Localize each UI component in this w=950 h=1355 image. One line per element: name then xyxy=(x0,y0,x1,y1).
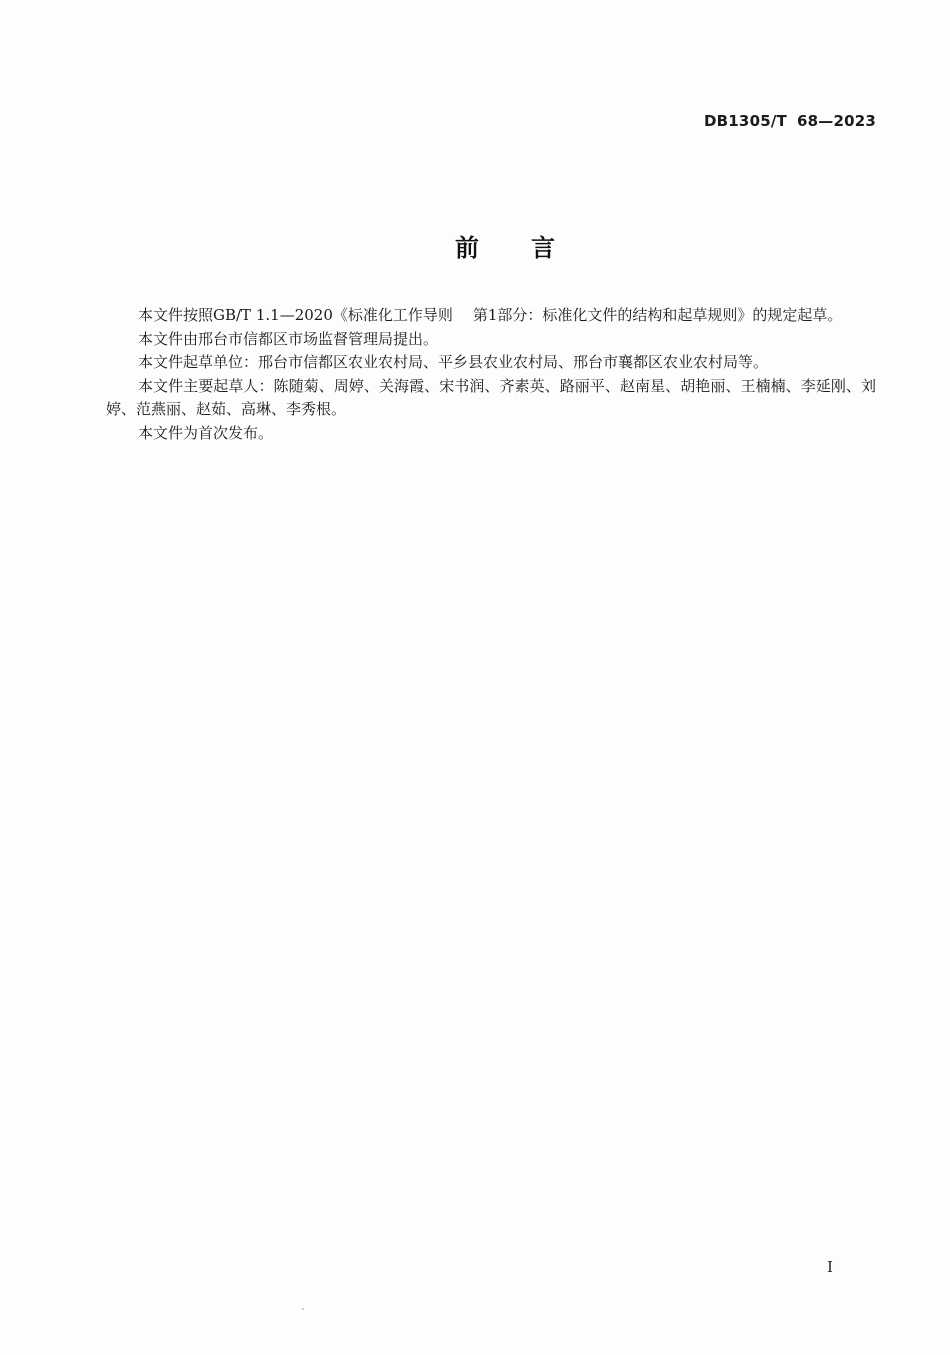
foreword-body xyxy=(106,304,876,445)
paragraph-drafting-standard-part1: 本文件按照GB/T 1.1—2020《标准化工作导则 xyxy=(138,306,453,324)
page-number: I xyxy=(827,1258,833,1276)
scan-speck xyxy=(302,1308,304,1310)
paragraph-drafting-units: 本文件起草单位：邢台市信都区农业农村局、平乡县农业农村局、邢台市襄都区农业农村局等。 xyxy=(138,353,769,371)
paragraph-proposer: 本文件由邢台市信都区市场监督管理局提出。 xyxy=(138,329,439,348)
document-code-prefix: DB1305/T xyxy=(704,112,787,130)
paragraph-drafting-standard-part2: 第1部分：标准化文件的结构和起草规则》的规定起草。 xyxy=(472,306,843,324)
document-code-number: 68—2023 xyxy=(796,112,876,130)
document-code xyxy=(704,112,876,130)
paragraph-first-release: 本文件为首次发布。 xyxy=(138,423,274,442)
paragraph-drafters: 本文件主要起草人：陈随菊、周婷、关海霞、宋书润、齐素英、路丽平、赵南星、胡艳丽、王楠楠、李延刚、刘婷、范燕丽、赵茹、高琳、李秀根。 xyxy=(106,376,876,418)
page-title xyxy=(0,228,950,263)
paragraph-drafting-standard xyxy=(106,304,876,328)
title-char-1: 前 xyxy=(455,234,479,262)
title-char-2: 言 xyxy=(531,234,555,262)
